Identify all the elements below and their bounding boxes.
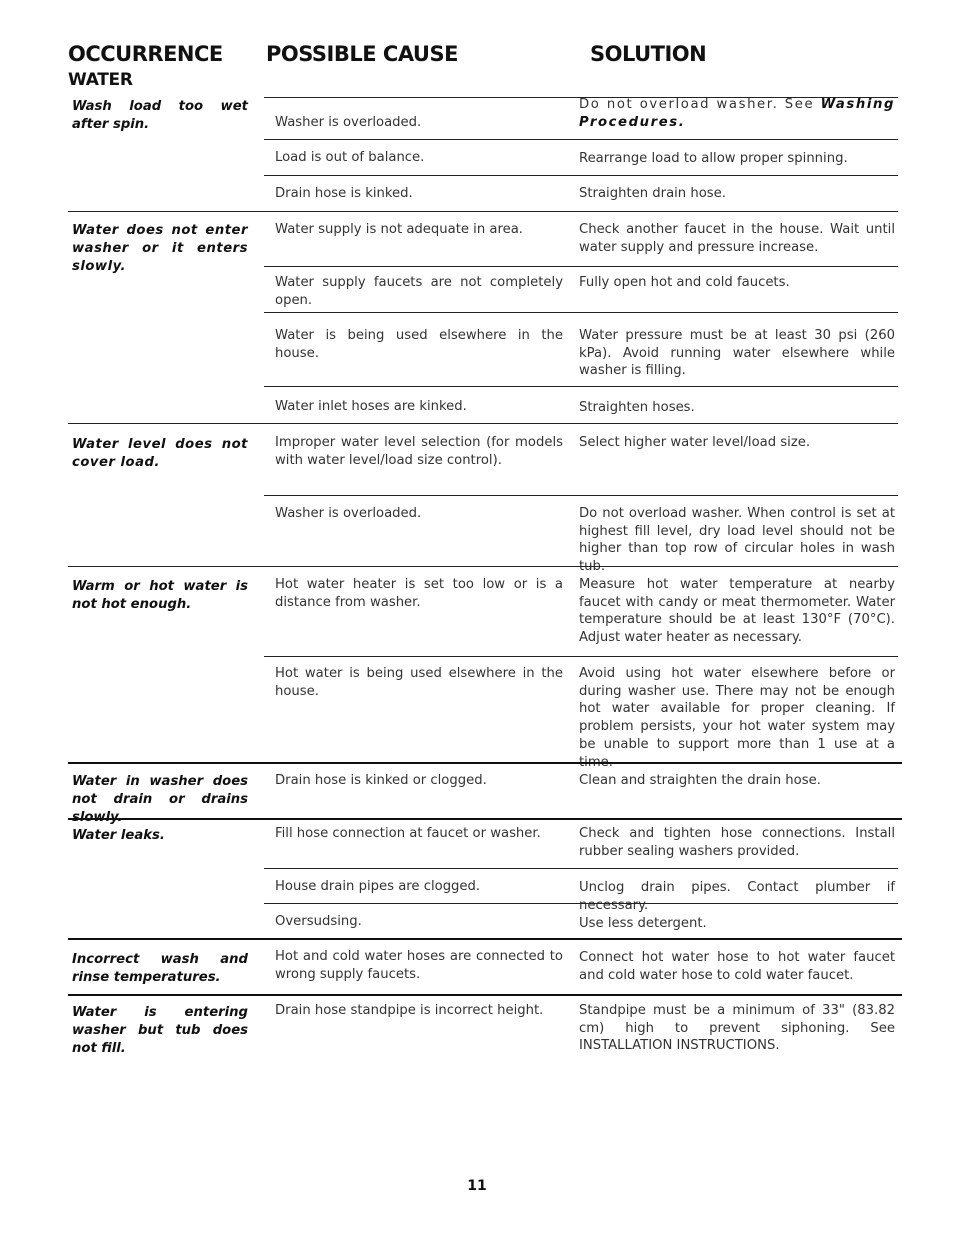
section-title: WATER [68, 70, 133, 90]
cause-text: Oversudsing. [275, 914, 362, 929]
occurrence-label: Water level does not cover load. [72, 437, 248, 470]
solution-text: Check another faucet in the house. Wait until water supply and pressure increase. [579, 222, 895, 255]
table-row [264, 938, 898, 994]
solution-text: Straighten hoses. [579, 400, 695, 415]
table-row [264, 903, 898, 938]
cause-text: Drain hose is kinked or clogged. [275, 773, 487, 788]
cause-text: Fill hose connection at faucet or washer. [275, 826, 541, 841]
solution-text: Connect hot water hose to hot water faucet and cold water hose to cold water faucet. [579, 950, 895, 983]
cause-text: Washer is overloaded. [275, 115, 422, 130]
occurrence-label: Warm or hot water is not hot enough. [72, 579, 248, 612]
cause-text: Improper water level selection (for models with water level/load size control). [275, 435, 563, 468]
table-row [264, 175, 898, 211]
cause-text: Washer is overloaded. [275, 506, 422, 521]
solution-text: Straighten drain hose. [579, 186, 726, 201]
page-number: 11 [467, 1178, 487, 1194]
cause-text: Water is being used elsewhere in the house. [275, 328, 563, 361]
table-row [264, 386, 898, 423]
cause-text: Hot water heater is set too low or is a distance from washer. [275, 577, 563, 610]
solution-text: Avoid using hot water elsewhere before or during washer use. There may not be enough hot water available for proper cleaning. If problem persists, your hot water system may be unable to support more than 1 use at a time. [579, 666, 895, 770]
occurrence-label: Water in washer does not drain or drains slowly. [72, 774, 248, 825]
table-row [264, 211, 898, 266]
header-occurrence: OCCURRENCE [68, 42, 223, 66]
occurrence-label: Water is entering washer but tub does not fill. [72, 1005, 248, 1056]
solution-text: Unclog drain pipes. Contact plumber if necessary. [579, 880, 895, 913]
solution-text: Select higher water level/load size. [579, 435, 811, 450]
cause-text: Water supply faucets are not completely open. [275, 275, 563, 308]
table-row [264, 312, 898, 386]
header-possible-cause: POSSIBLE CAUSE [266, 42, 458, 66]
table-row [264, 868, 898, 913]
table-row [264, 495, 898, 575]
table-row [264, 97, 898, 139]
table-row [264, 266, 898, 312]
table-row [264, 656, 898, 770]
solution-text: Use less detergent. [579, 916, 707, 931]
occurrence-label: Water leaks. [72, 828, 165, 843]
solution-text-plain: Do not overload washer. See [579, 97, 821, 112]
table-row [264, 818, 898, 868]
solution-text: Rearrange load to allow proper spinning. [579, 151, 848, 166]
cause-text: Drain hose standpipe is incorrect height. [275, 1003, 544, 1018]
solution-text [579, 96, 895, 131]
occurrence-label: Incorrect wash and rinse temperatures. [72, 952, 248, 985]
table-row [264, 762, 898, 818]
cause-text: House drain pipes are clogged. [275, 879, 481, 894]
solution-text: Fully open hot and cold faucets. [579, 275, 790, 290]
cause-text: Load is out of balance. [275, 150, 425, 165]
solution-text: Do not overload washer. When control is set at highest fill level, dry load level should not be higher than top row of circular holes in wash tub. [579, 506, 895, 575]
occurrence-label: Water does not enter washer or it enters slowly. [72, 223, 248, 274]
cause-text: Drain hose is kinked. [275, 186, 413, 201]
header-solution: SOLUTION [590, 42, 707, 66]
table-row [264, 566, 898, 656]
table-row [264, 994, 898, 1074]
occurrence-label: Wash load too wet after spin. [72, 99, 248, 132]
solution-text: Measure hot water temperature at nearby faucet with candy or meat thermometer. Water temperature should be at least 130°F (70°C). Adjust water heater as necessary. [579, 577, 895, 646]
solution-text: Check and tighten hose connections. Install rubber sealing washers provided. [579, 826, 895, 859]
cause-text: Water supply is not adequate in area. [275, 222, 523, 237]
cause-text: Water inlet hoses are kinked. [275, 399, 467, 414]
solution-text: Clean and straighten the drain hose. [579, 773, 821, 788]
solution-text: Standpipe must be a minimum of 33" (83.82 cm) high to prevent siphoning. See INSTALLATION INSTRUCTIONS. [579, 1003, 895, 1054]
solution-text: Water pressure must be at least 30 psi (260 kPa). Avoid running water elsewhere while washer is filling. [579, 328, 895, 379]
table-row [264, 139, 898, 175]
solution-text-emphasis: Washing Procedures. [579, 97, 895, 130]
cause-text: Hot water is being used elsewhere in the house. [275, 666, 563, 699]
table-row [264, 423, 898, 495]
cause-text: Hot and cold water hoses are connected to wrong supply faucets. [275, 949, 563, 982]
